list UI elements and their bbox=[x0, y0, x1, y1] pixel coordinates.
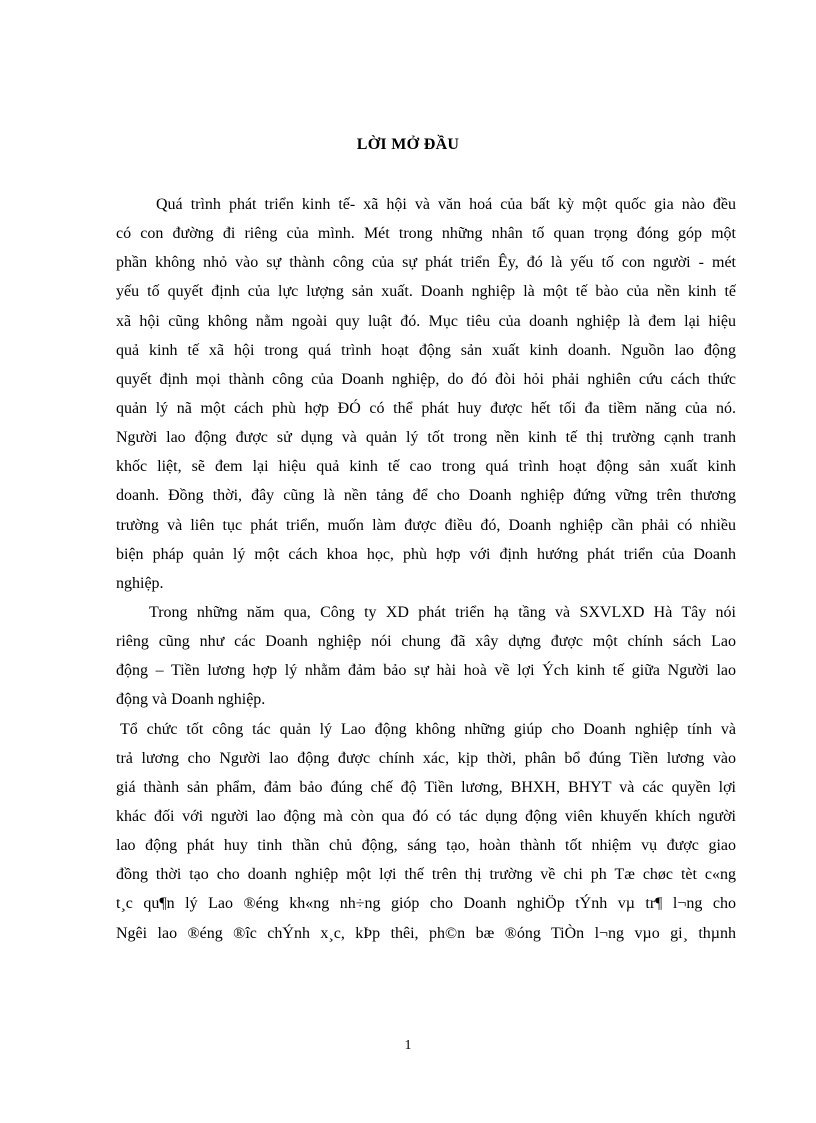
paragraph-line: quả kinh tế xã hội trong quá trình hoạt động sản xuất kinh doanh. Nguồn lao động bbox=[116, 341, 736, 359]
page-title: LỜI MỞ ĐẦU bbox=[356, 136, 460, 153]
paragraph-line: biện pháp quản lý một cách khoa học, phù hợp với định hướng phát triển của Doanh bbox=[116, 545, 736, 563]
paragraph-line: t¸c qu¶n lý Lao ®éng kh«ng nh÷ng gióp cho Doanh nghiÖp tÝnh vµ tr¶ l¬ng cho bbox=[116, 895, 736, 913]
paragraph-line: đồng thời tạo cho doanh nghiệp một lợi thế trên thị trường về chi ph Tæ chøc tèt c«ng bbox=[116, 866, 736, 884]
paragraph-line: riêng cũng như các Doanh nghiệp nói chung đã xây dựng được một chính sách Lao bbox=[116, 633, 736, 651]
body-text bbox=[116, 190, 736, 948]
paragraph-line: khốc liệt, sẽ đem lại hiệu quả kinh tế cao trong quá trình hoạt động sản xuất kinh bbox=[116, 458, 736, 476]
paragraph-line: Trong những năm qua, Công ty XD phát triển hạ tầng và SXVLXD Hà Tây nói bbox=[149, 603, 736, 621]
paragraph-line: có con đường đi riêng của mình. Mét trong những nhân tố quan trọng đóng góp một bbox=[116, 225, 736, 243]
paragraph-line: trường và liên tục phát triển, muốn làm được điều đó, Doanh nghiệp cần phải có nhiều bbox=[116, 516, 736, 534]
page-number: 1 bbox=[404, 1038, 412, 1053]
paragraph-line: động – Tiền lương hợp lý nhằm đảm bảo sự hài hoà về lợi Ých kinh tế giữa Người lao bbox=[116, 662, 736, 680]
paragraph-line: lao động phát huy tinh thần chủ động, sáng tạo, hoàn thành tốt nhiệm vụ được giao bbox=[116, 837, 736, 855]
paragraph-line: nghiệp. bbox=[116, 574, 164, 592]
paragraph-line: khác đối với người lao động mà còn qua đó có tác dụng động viên khuyến khích người bbox=[116, 807, 736, 825]
paragraph-line: Ngêi lao ®éng ®îc chÝnh x¸c, kÞp thêi, ph©n bæ ®óng TiÒn l¬ng vµo gi¸ thµnh bbox=[116, 924, 736, 942]
paragraph-line: động và Doanh nghiệp. bbox=[116, 691, 266, 709]
paragraph-line: xã hội cũng không nằm ngoài quy luật đó. Mục tiêu của doanh nghiệp là đem lại hiệu bbox=[116, 312, 736, 330]
paragraph-line: Tổ chức tốt công tác quản lý Lao động không những giúp cho Doanh nghiệp tính và bbox=[120, 720, 736, 738]
paragraph-line: Người lao động được sử dụng và quản lý tốt trong nền kinh tế thị trường cạnh tranh bbox=[116, 429, 736, 447]
paragraph-line: phần không nhỏ vào sự thành công của sự phát triển Êy, đó là yếu tố con người - mét bbox=[116, 254, 736, 272]
paragraph-line: quản lý nã một cách phù hợp ĐÓ có thể phát huy được hết tối đa tiềm năng của nó. bbox=[116, 399, 736, 417]
paragraph-line: Quá trình phát triển kinh tế- xã hội và văn hoá của bất kỳ một quốc gia nào đều bbox=[156, 196, 736, 213]
paragraph-line: doanh. Đồng thời, đây cũng là nền tảng để cho Doanh nghiệp đứng vững trên thương bbox=[116, 487, 736, 505]
paragraph-line: yếu tố quyết định của lực lượng sản xuất. Doanh nghiệp là một tế bào của nền kinh tế bbox=[116, 283, 736, 301]
paragraph-line: trả lương cho Người lao động được chính xác, kịp thời, phân bổ đúng Tiền lương vào bbox=[116, 749, 736, 767]
paragraph-line: quyết định mọi thành công của Doanh nghiệp, do đó đòi hỏi phải nghiên cứu cách thức bbox=[116, 370, 736, 388]
paragraph-line: giá thành sản phẩm, đảm bảo đúng chế độ Tiền lương, BHXH, BHYT và các quyền lợi bbox=[116, 778, 736, 796]
